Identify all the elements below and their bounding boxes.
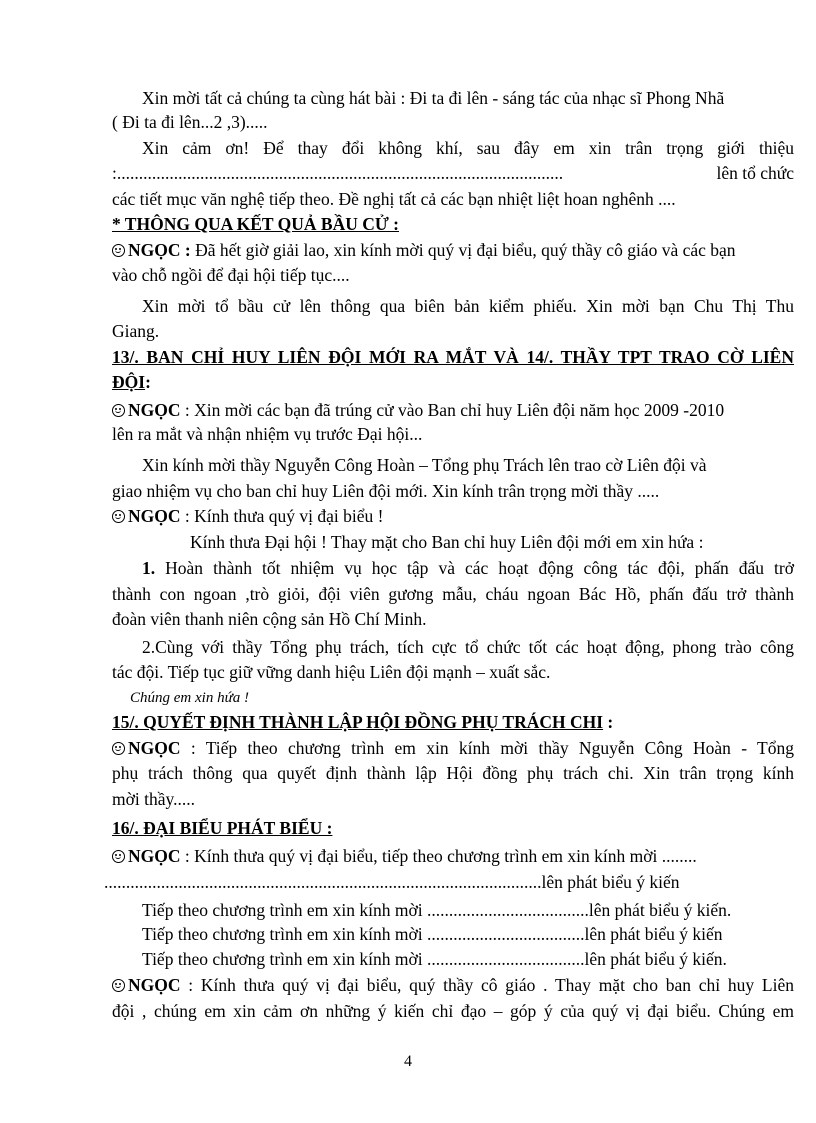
list-text: Hoàn thành tốt nhiệm vụ học tập và các hoạt động công tác đội, phấn đấu trở — [155, 558, 794, 578]
speaker-text: : Kính thưa quý vị đại biểu, tiếp theo chương trình em xin kính mời ........ — [180, 846, 697, 866]
speaker-name: NGỌC — [128, 400, 181, 420]
speaker-line — [112, 504, 794, 528]
speaker-name: NGỌC — [128, 975, 181, 995]
text-line: tác đội. Tiếp tục giữ vững danh hiệu Liên đội mạnh – xuất sắc. — [112, 662, 551, 682]
speaker-line — [112, 736, 794, 760]
speaker-text: : Tiếp theo chương trình em xin kính mời thầy Nguyễn Công Hoàn - Tổng — [180, 738, 794, 758]
heading-text: 15/. QUYẾT ĐỊNH THÀNH LẬP HỘI ĐỒNG PHỤ TRÁCH CHI — [112, 712, 604, 732]
heading-colon: : — [145, 372, 151, 392]
speaker-text: Đã hết giờ giải lao, xin kính mời quý vị đại biểu, quý thầy cô giáo và các bạn — [190, 240, 736, 260]
text-line: Xin kính mời thầy Nguyễn Công Hoàn – Tổng phụ Trách lên trao cờ Liên đội và — [142, 455, 707, 475]
heading-colon: : — [603, 712, 614, 732]
list-number: 1. — [142, 558, 156, 578]
section-heading: 16/. ĐẠI BIỂU PHÁT BIỂU : — [112, 818, 333, 838]
text-line: các tiết mục văn nghệ tiếp theo. Đề nghị tất cả các bạn nhiệt liệt hoan nghênh .... — [112, 189, 676, 209]
text-line-with-blank: Tiếp theo chương trình em xin kính mời ....................................lên phát biểu ý kiến. — [142, 949, 727, 969]
text-line: Giang. — [112, 321, 160, 341]
smiley-icon — [112, 979, 125, 992]
text-fragment: lên tổ chức — [716, 163, 794, 183]
text-line: Kính thưa Đại hội ! Thay mặt cho Ban chỉ huy Liên đội mới em xin hứa : — [190, 532, 704, 552]
speaker-line — [112, 844, 794, 868]
speaker-text: : Kính thưa quý vị đại biểu, quý thầy cô giáo . Thay mặt cho ban chỉ huy Liên — [180, 975, 794, 995]
text-line: đoàn viên thanh niên cộng sản Hồ Chí Minh. — [112, 609, 427, 629]
speaker-line — [112, 238, 794, 262]
speaker-name: NGỌC — [128, 738, 181, 758]
speaker-text: : Xin mời các bạn đã trúng cử vào Ban chỉ huy Liên đội năm học 2009 -2010 — [180, 400, 725, 420]
speaker-line — [112, 973, 794, 997]
page-number: 4 — [404, 1053, 412, 1070]
text-line: Xin mời tất cả chúng ta cùng hát bài : Đi ta đi lên - sáng tác của nhạc sĩ Phong Nhã — [142, 88, 725, 108]
section-heading: * THÔNG QUA KẾT QUẢ BẦU CỬ : — [112, 214, 399, 234]
heading-fragment: ĐỘI — [112, 372, 146, 392]
speaker-line — [112, 398, 794, 422]
text-line-with-blank: Tiếp theo chương trình em xin kính mời .....................................lên phát biểu ý kiến. — [142, 900, 732, 920]
list-item: 2.Cùng với thầy Tổng phụ trách, tích cực tổ chức tốt các hoạt động, phong trào công — [142, 637, 794, 657]
text-line: giao nhiệm vụ cho ban chỉ huy Liên đội mới. Xin kính trân trọng mời thầy ..... — [112, 481, 660, 501]
list-item — [142, 556, 794, 580]
smiley-icon — [112, 742, 125, 755]
speaker-name: NGỌC — [128, 846, 181, 866]
text-line: lên ra mắt và nhận nhiệm vụ trước Đại hội... — [112, 424, 423, 444]
smiley-icon — [112, 244, 125, 257]
text-line-with-blank — [112, 161, 794, 185]
smiley-icon — [112, 850, 125, 863]
text-line-with-blank: ....................................................................................................lên phát biểu ý kiến — [104, 872, 680, 892]
speaker-name: NGỌC — [128, 506, 181, 526]
text-line: Xin cảm ơn! Để thay đổi không khí, sau đây em xin trân trọng giới thiệu — [142, 138, 794, 158]
speaker-text: : Kính thưa quý vị đại biểu ! — [180, 506, 384, 526]
text-line: Xin mời tổ bầu cử lên thông qua biên bản kiểm phiếu. Xin mời bạn Chu Thị Thu — [142, 296, 794, 316]
text-line: thành con ngoan ,trò giỏi, đội viên gương mẫu, cháu ngoan Bác Hồ, phấn đấu trở thành — [112, 584, 794, 604]
section-heading: 13/. BAN CHỈ HUY LIÊN ĐỘI MỚI RA MẮT VÀ 14/. THẦY TPT TRAO CỜ LIÊN — [112, 347, 794, 367]
smiley-icon — [112, 404, 125, 417]
section-heading — [112, 710, 794, 734]
fill-in-blank: :...................................................................................................... — [112, 163, 564, 183]
text-line-with-blank: Tiếp theo chương trình em xin kính mời ....................................lên phát biểu ý kiến — [142, 924, 723, 944]
text-line: vào chỗ ngồi để đại hội tiếp tục.... — [112, 265, 350, 285]
text-line: đội , chúng em xin cảm ơn những ý kiến chỉ đạo – góp ý của quý vị đại biểu. Chúng em — [112, 1001, 794, 1021]
text-line: phụ trách thông qua quyết định thành lập Hội đồng phụ trách chi. Xin trân trọng kính — [112, 763, 794, 783]
smiley-icon — [112, 510, 125, 523]
promise-line: Chúng em xin hứa ! — [130, 690, 249, 706]
text-line: ( Đi ta đi lên...2 ,3)..... — [112, 112, 268, 132]
text-line: mời thầy..... — [112, 789, 195, 809]
section-heading-continued — [112, 370, 794, 394]
speaker-name: NGỌC : — [128, 240, 191, 260]
